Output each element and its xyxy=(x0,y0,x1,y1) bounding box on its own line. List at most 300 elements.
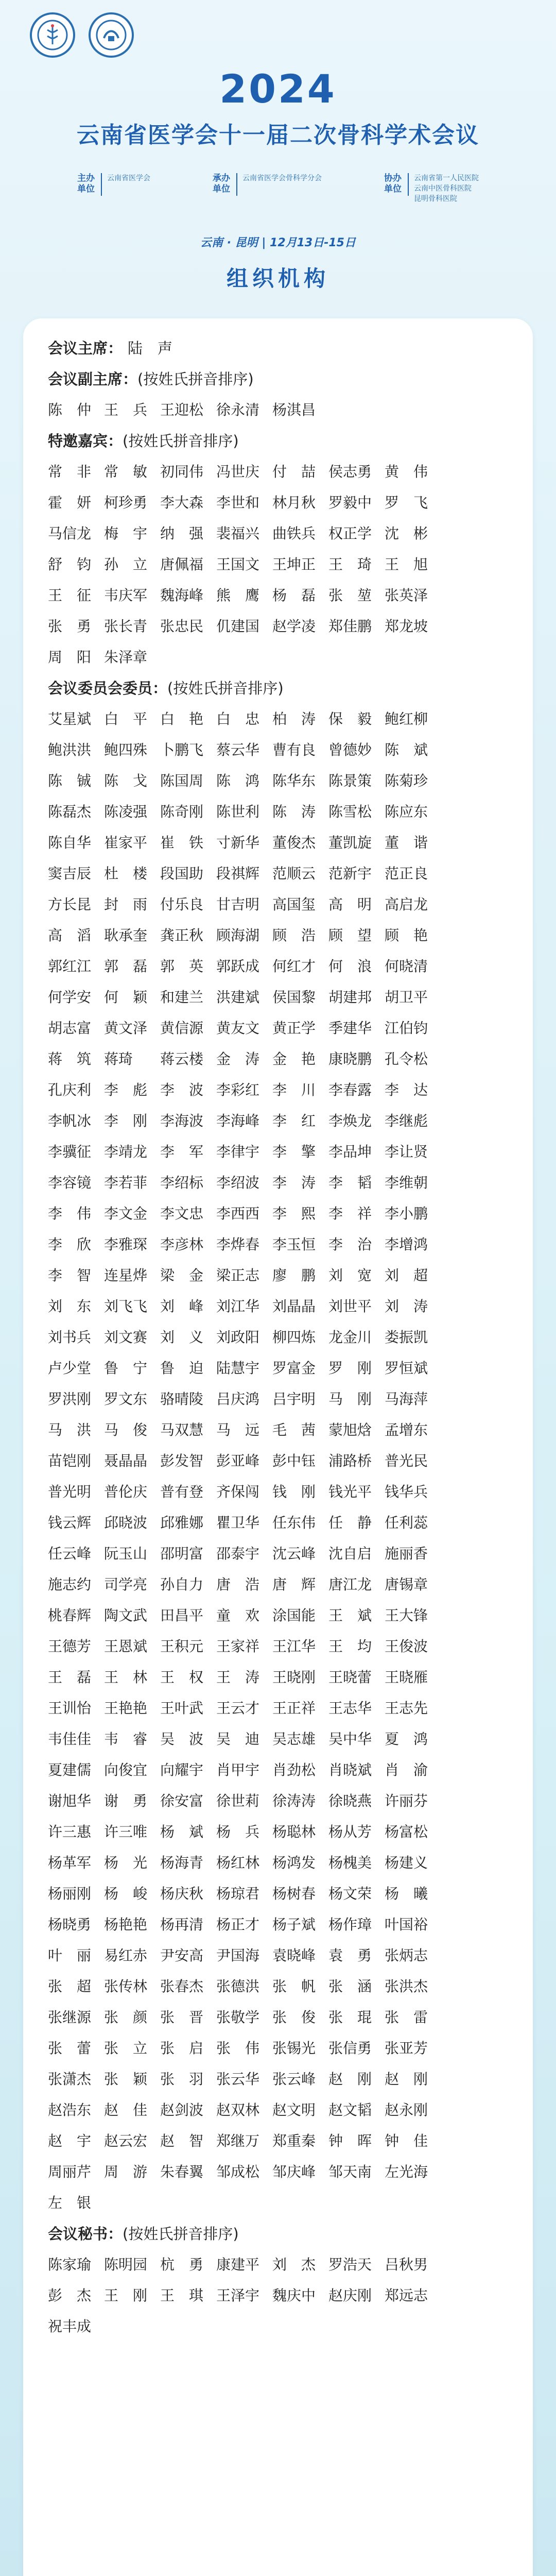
name-row xyxy=(48,950,508,981)
person-name: 黄文泽 xyxy=(104,1020,148,1037)
person-name: 鲁 迫 xyxy=(160,1360,204,1377)
person-name: 祝丰成 xyxy=(48,2318,92,2335)
person-name: 张洪杰 xyxy=(385,1978,428,1995)
person-name: 王德芳 xyxy=(48,1638,92,1655)
person-name: 罗文东 xyxy=(104,1391,148,1408)
person-name: 王艳艳 xyxy=(104,1700,148,1717)
person-name: 李春露 xyxy=(328,1081,372,1098)
person-name: 常 敏 xyxy=(104,463,148,480)
person-name: 张云峰 xyxy=(272,2071,316,2088)
person-name: 顾海湖 xyxy=(216,927,260,944)
person-name: 浦路桥 xyxy=(328,1452,372,1469)
person-name: 王志华 xyxy=(328,1700,372,1717)
person-name: 赵剑波 xyxy=(160,2102,204,2119)
person-name: 肖甲宇 xyxy=(216,1761,260,1778)
person-name: 王 林 xyxy=(104,1669,148,1686)
person-name: 张 立 xyxy=(104,2040,148,2057)
host-unit-label: 主办单位 xyxy=(77,173,95,194)
person-name: 李文忠 xyxy=(160,1205,204,1222)
person-name: 张 晋 xyxy=(160,2009,204,2026)
person-name: 李海波 xyxy=(160,1112,204,1129)
name-row xyxy=(48,394,508,425)
person-name: 王 均 xyxy=(328,1638,372,1655)
vice-chair-list xyxy=(48,394,508,425)
person-name: 王江华 xyxy=(272,1638,316,1655)
person-name: 王晓蕾 xyxy=(328,1669,372,1686)
person-name: 肖晓斌 xyxy=(328,1761,372,1778)
person-name: 张英泽 xyxy=(385,587,428,604)
name-row xyxy=(48,1043,508,1074)
person-name: 付 喆 xyxy=(272,463,316,480)
person-name: 马 洪 xyxy=(48,1421,92,1438)
person-name: 李 韬 xyxy=(328,1174,372,1191)
person-name: 卢少堂 xyxy=(48,1360,92,1377)
person-name: 高国玺 xyxy=(272,896,316,913)
person-name: 任东伟 xyxy=(272,1514,316,1531)
person-name: 郑龙坡 xyxy=(385,618,428,635)
sort-note: (按姓氏拼音排序) xyxy=(137,370,254,388)
person-name: 赵文明 xyxy=(272,2102,316,2119)
chair-name: 陆 声 xyxy=(128,339,173,357)
person-name: 孙自力 xyxy=(160,1576,204,1593)
person-name: 白 忠 xyxy=(216,710,260,727)
person-name: 刘书兵 xyxy=(48,1329,92,1346)
name-row xyxy=(48,1136,508,1166)
person-name: 郑继万 xyxy=(216,2132,260,2149)
person-name: 李让贤 xyxy=(385,1143,428,1160)
sort-note: (按姓氏拼音排序) xyxy=(167,679,284,697)
person-name: 李 擎 xyxy=(272,1143,316,1160)
name-row xyxy=(48,1290,508,1321)
person-name: 李雅琛 xyxy=(104,1236,148,1253)
person-name: 李大森 xyxy=(160,494,204,511)
person-name: 高 明 xyxy=(328,896,372,913)
person-name: 裴福兴 xyxy=(216,525,260,542)
person-name: 周 阳 xyxy=(48,649,92,666)
person-name: 李绍波 xyxy=(216,1174,260,1191)
person-name: 张亚芳 xyxy=(385,2040,428,2057)
person-name: 杨建义 xyxy=(385,1854,428,1871)
person-name: 张忠民 xyxy=(160,618,204,635)
name-row xyxy=(48,1785,508,1816)
event-location-date: 云南 · 昆明 | 12月13日-15日 xyxy=(200,236,356,249)
person-name: 李 治 xyxy=(328,1236,372,1253)
name-row xyxy=(48,1970,508,2001)
person-name: 李骥征 xyxy=(48,1143,92,1160)
person-name: 叶国裕 xyxy=(385,1916,428,1933)
person-name: 康晓鹏 xyxy=(328,1050,372,1067)
person-name: 陶文武 xyxy=(104,1607,148,1624)
person-name: 黄信源 xyxy=(160,1020,204,1037)
person-name: 鲍四殊 xyxy=(104,741,148,758)
person-name: 赵浩东 xyxy=(48,2102,92,2119)
person-name: 董 谐 xyxy=(385,834,428,851)
person-name: 权正学 xyxy=(328,525,372,542)
person-name: 吴 迪 xyxy=(216,1731,260,1748)
person-name: 谢 勇 xyxy=(104,1792,148,1809)
person-name: 顾 望 xyxy=(328,927,372,944)
person-name: 杨聪林 xyxy=(272,1823,316,1840)
person-name: 司学亮 xyxy=(104,1576,148,1593)
person-name: 刘 超 xyxy=(385,1267,428,1284)
person-name: 赵双林 xyxy=(216,2102,260,2119)
vice-chair-heading xyxy=(48,363,508,394)
name-row xyxy=(48,919,508,950)
committee-label: 会议委员会委员： xyxy=(48,679,168,697)
person-name: 马 俊 xyxy=(104,1421,148,1438)
person-name: 徐晓燕 xyxy=(328,1792,372,1809)
person-name: 邹成松 xyxy=(216,2163,260,2180)
person-name: 杨淇昌 xyxy=(272,401,316,418)
person-name: 何学安 xyxy=(48,989,92,1006)
guests-heading xyxy=(48,425,508,455)
person-name: 张春杰 xyxy=(160,1978,204,1995)
person-name: 艾星斌 xyxy=(48,710,92,727)
person-name: 涂国能 xyxy=(272,1607,316,1624)
person-name: 谢旭华 xyxy=(48,1792,92,1809)
person-name: 柯珍勇 xyxy=(104,494,148,511)
name-row xyxy=(48,1754,508,1785)
organizer-units xyxy=(77,173,479,204)
person-name: 陈磊杰 xyxy=(48,803,92,820)
person-name: 杨红林 xyxy=(216,1854,260,1871)
person-name: 孙 立 xyxy=(104,556,148,573)
person-name: 胡建邦 xyxy=(328,989,372,1006)
person-name: 耿承奎 xyxy=(104,927,148,944)
person-name: 杨 兵 xyxy=(216,1823,260,1840)
person-name: 黄 伟 xyxy=(385,463,428,480)
name-row xyxy=(48,486,508,517)
name-row xyxy=(48,2310,508,2341)
person-name: 肖 渝 xyxy=(385,1761,428,1778)
organization-card xyxy=(23,318,533,2576)
person-name: 陈凌强 xyxy=(104,803,148,820)
person-name: 刘 东 xyxy=(48,1298,92,1315)
person-name: 鲍红柳 xyxy=(385,710,428,727)
person-name: 霍 妍 xyxy=(48,494,92,511)
person-name: 蒙旭焓 xyxy=(328,1421,372,1438)
person-name: 李 涛 xyxy=(272,1174,316,1191)
guests-label: 特邀嘉宾： xyxy=(48,432,123,450)
person-name: 蒋琦 xyxy=(104,1050,133,1067)
person-name: 王国文 xyxy=(216,556,260,573)
person-name: 李 川 xyxy=(272,1081,316,1098)
person-name: 向俊宜 xyxy=(104,1761,148,1778)
person-name: 高 滔 xyxy=(48,927,92,944)
name-row xyxy=(48,1476,508,1506)
person-name: 冯世庆 xyxy=(216,463,260,480)
person-name: 杨革军 xyxy=(48,1854,92,1871)
person-name: 周 游 xyxy=(104,2163,148,2180)
person-name: 王泽宇 xyxy=(216,2287,260,2304)
person-name: 李 波 xyxy=(160,1081,204,1098)
person-name: 彭中钰 xyxy=(272,1452,316,1469)
person-name: 任 静 xyxy=(328,1514,372,1531)
person-name: 李西西 xyxy=(216,1205,260,1222)
person-name: 王 权 xyxy=(160,1669,204,1686)
name-row xyxy=(48,1383,508,1414)
person-name: 李 军 xyxy=(160,1143,204,1160)
organizer-unit-value: 云南省医学会骨科学分会 xyxy=(242,174,322,182)
person-name: 李彩红 xyxy=(216,1081,260,1098)
person-name: 马海萍 xyxy=(385,1391,428,1408)
event-year: 2024 xyxy=(219,66,337,112)
person-name: 陈 铖 xyxy=(48,772,92,789)
person-name: 寸新华 xyxy=(216,834,260,851)
person-name: 叶 丽 xyxy=(48,1947,92,1964)
person-name: 杜 楼 xyxy=(104,865,148,882)
divider xyxy=(236,173,237,196)
name-row xyxy=(48,579,508,610)
person-name: 陈华东 xyxy=(272,772,316,789)
person-name: 邱晓波 xyxy=(104,1514,148,1531)
person-name: 吴志雄 xyxy=(272,1731,316,1748)
divider xyxy=(101,173,102,196)
host-unit xyxy=(77,173,150,196)
person-name: 崔 铁 xyxy=(160,834,204,851)
name-row xyxy=(48,734,508,765)
name-row xyxy=(48,795,508,826)
person-name: 陈家瑜 xyxy=(48,2256,92,2273)
person-name: 陈 戈 xyxy=(104,772,148,789)
person-name: 杨海青 xyxy=(160,1854,204,1871)
person-name: 马信龙 xyxy=(48,525,92,542)
person-name: 高启龙 xyxy=(385,896,428,913)
person-name: 任利蕊 xyxy=(385,1514,428,1531)
person-name: 何晓清 xyxy=(385,958,428,975)
person-name: 杨鸿发 xyxy=(272,1854,316,1871)
person-name: 王正祥 xyxy=(272,1700,316,1717)
person-name: 仉建国 xyxy=(216,618,260,635)
person-name: 杨文荣 xyxy=(328,1885,372,1902)
person-name: 赵 智 xyxy=(160,2132,204,2149)
person-name: 白 平 xyxy=(104,710,148,727)
person-name: 纳 强 xyxy=(160,525,204,542)
person-name: 王 琦 xyxy=(328,556,372,573)
name-row xyxy=(48,1537,508,1568)
person-name: 梁正志 xyxy=(216,1267,260,1284)
person-name: 王志先 xyxy=(385,1700,428,1717)
person-name: 郭 磊 xyxy=(104,958,148,975)
person-name: 侯国黎 xyxy=(272,989,316,1006)
person-name: 曲铁兵 xyxy=(272,525,316,542)
person-name: 赵庆刚 xyxy=(328,2287,372,2304)
name-row xyxy=(48,1630,508,1661)
person-name: 李若菲 xyxy=(104,1174,148,1191)
person-name: 范顺云 xyxy=(272,865,316,882)
person-name: 桃春辉 xyxy=(48,1607,92,1624)
person-name: 鲍洪洪 xyxy=(48,741,92,758)
person-name: 王恩斌 xyxy=(104,1638,148,1655)
person-name: 钱云辉 xyxy=(48,1514,92,1531)
secretary-heading xyxy=(48,2217,508,2248)
person-name: 刘 涛 xyxy=(385,1298,428,1315)
person-name: 李海峰 xyxy=(216,1112,260,1129)
person-name: 封 雨 xyxy=(104,896,148,913)
person-name: 李继彪 xyxy=(385,1112,428,1129)
person-name: 朱泽章 xyxy=(104,649,148,666)
person-name: 刘晶晶 xyxy=(272,1298,316,1315)
person-name: 彭发智 xyxy=(160,1452,204,1469)
name-row xyxy=(48,1012,508,1043)
person-name: 田昌平 xyxy=(160,1607,204,1624)
person-name: 舒 钧 xyxy=(48,556,92,573)
person-name: 连星烨 xyxy=(104,1267,148,1284)
person-name: 洪建斌 xyxy=(216,989,260,1006)
person-name: 刘 杰 xyxy=(272,2256,316,2273)
person-name: 杭 勇 xyxy=(160,2256,204,2273)
person-name: 钱 刚 xyxy=(272,1483,316,1500)
person-name: 骆晴陵 xyxy=(160,1391,204,1408)
person-name: 王坤正 xyxy=(272,556,316,573)
person-name: 赵学凌 xyxy=(272,618,316,635)
person-name: 阮玉山 xyxy=(104,1545,148,1562)
person-name: 张 俊 xyxy=(272,2009,316,2026)
person-name: 金 涛 xyxy=(216,1050,260,1067)
person-name: 郑佳鹏 xyxy=(328,618,372,635)
name-row xyxy=(48,826,508,857)
organizer-unit-label: 承办单位 xyxy=(213,173,230,194)
person-name: 童 欢 xyxy=(216,1607,260,1624)
person-name: 陈 仲 xyxy=(48,401,92,418)
person-name: 徐涛涛 xyxy=(272,1792,316,1809)
name-row xyxy=(48,1692,508,1723)
person-name: 顾 浩 xyxy=(272,927,316,944)
person-name: 侯志勇 xyxy=(328,463,372,480)
person-name: 马双慧 xyxy=(160,1421,204,1438)
person-name: 江伯钧 xyxy=(385,1020,428,1037)
person-name: 王大锋 xyxy=(385,1607,428,1624)
person-name: 杨树春 xyxy=(272,1885,316,1902)
person-name: 聂晶晶 xyxy=(104,1452,148,1469)
person-name: 陈雪松 xyxy=(328,803,372,820)
person-name: 段国助 xyxy=(160,865,204,882)
person-name: 任云峰 xyxy=(48,1545,92,1562)
person-name: 董俊杰 xyxy=(272,834,316,851)
person-name: 张炳志 xyxy=(385,1947,428,1964)
person-name: 张 雷 xyxy=(385,2009,428,2026)
person-name: 陈奇刚 xyxy=(160,803,204,820)
person-name: 唐 浩 xyxy=(216,1576,260,1593)
sort-note: (按姓氏拼音排序) xyxy=(123,432,239,450)
person-name: 普光民 xyxy=(385,1452,428,1469)
person-name: 李 欣 xyxy=(48,1236,92,1253)
person-name: 常 非 xyxy=(48,463,92,480)
person-name: 林月秋 xyxy=(272,494,316,511)
person-name: 夏 鸿 xyxy=(385,1731,428,1748)
person-name: 卜鹏飞 xyxy=(160,741,204,758)
person-name: 徐永清 xyxy=(216,401,260,418)
committee-list xyxy=(48,703,508,2217)
person-name: 梁 金 xyxy=(160,1267,204,1284)
person-name: 柳四炼 xyxy=(272,1329,316,1346)
person-name: 王训怡 xyxy=(48,1700,92,1717)
person-name: 李 达 xyxy=(385,1081,428,1098)
person-name: 肖劲松 xyxy=(272,1761,316,1778)
person-name: 韦 睿 xyxy=(104,1731,148,1748)
person-name: 郭 英 xyxy=(160,958,204,975)
name-row xyxy=(48,1228,508,1259)
co-organizer-unit-label: 协办单位 xyxy=(384,173,402,194)
person-name: 罗洪刚 xyxy=(48,1391,92,1408)
person-name: 董凯旋 xyxy=(328,834,372,851)
person-name: 唐 辉 xyxy=(272,1576,316,1593)
person-name: 王云才 xyxy=(216,1700,260,1717)
person-name: 普有登 xyxy=(160,1483,204,1500)
person-name: 张 勇 xyxy=(48,618,92,635)
person-name: 李 祥 xyxy=(328,1205,372,1222)
person-name: 和建兰 xyxy=(160,989,204,1006)
person-name: 李绍标 xyxy=(160,1174,204,1191)
host-unit-value: 云南省医学会 xyxy=(107,174,150,182)
person-name: 李世和 xyxy=(216,494,260,511)
person-name: 杨琼君 xyxy=(216,1885,260,1902)
person-name: 顾 艳 xyxy=(385,927,428,944)
name-row xyxy=(48,2187,508,2217)
person-name: 陈应东 xyxy=(385,803,428,820)
committee-heading xyxy=(48,672,508,703)
person-name: 张长青 xyxy=(104,618,148,635)
person-name: 唐江龙 xyxy=(328,1576,372,1593)
name-row xyxy=(48,2063,508,2094)
section-title: 组织机构 xyxy=(226,266,329,291)
person-name: 沈自启 xyxy=(328,1545,372,1562)
person-name: 李小鹏 xyxy=(385,1205,428,1222)
person-name: 杨正才 xyxy=(216,1916,260,1933)
name-row xyxy=(48,1939,508,1970)
name-row xyxy=(48,1568,508,1599)
person-name: 刘世平 xyxy=(328,1298,372,1315)
person-name: 沈 彬 xyxy=(385,525,428,542)
name-row xyxy=(48,1723,508,1754)
name-row xyxy=(48,1197,508,1228)
person-name: 杨槐美 xyxy=(328,1854,372,1871)
person-name: 罗浩天 xyxy=(328,2256,372,2273)
person-name: 杨 磊 xyxy=(272,587,316,604)
person-name: 陈自华 xyxy=(48,834,92,851)
person-name: 初同伟 xyxy=(160,463,204,480)
person-name: 杨从芳 xyxy=(328,1823,372,1840)
person-name: 陈 鸿 xyxy=(216,772,260,789)
person-name: 陆慧宇 xyxy=(216,1360,260,1377)
person-name: 左 银 xyxy=(48,2194,92,2211)
name-row xyxy=(48,1105,508,1136)
person-name: 罗恒斌 xyxy=(385,1360,428,1377)
person-name: 罗毅中 xyxy=(328,494,372,511)
person-name: 罗 飞 xyxy=(385,494,428,511)
name-row xyxy=(48,703,508,734)
person-name: 邵泰宇 xyxy=(216,1545,260,1562)
person-name: 齐保闯 xyxy=(216,1483,260,1500)
person-name: 陈 涛 xyxy=(272,803,316,820)
person-name: 郑远志 xyxy=(385,2287,428,2304)
person-name: 蒋云楼 xyxy=(160,1050,204,1067)
person-name: 陈景策 xyxy=(328,772,372,789)
person-name: 刘 义 xyxy=(160,1329,204,1346)
person-name: 范新宇 xyxy=(328,865,372,882)
person-name: 张 启 xyxy=(160,2040,204,2057)
secretary-list xyxy=(48,2248,508,2341)
chair-label: 会议主席： xyxy=(48,339,123,357)
person-name: 王 旭 xyxy=(385,556,428,573)
secretary-label: 会议秘书： xyxy=(48,2225,123,2243)
person-name: 孔令松 xyxy=(385,1050,428,1067)
person-name: 杨富松 xyxy=(385,1823,428,1840)
person-name: 付乐良 xyxy=(160,896,204,913)
person-name: 魏海峰 xyxy=(160,587,204,604)
name-row xyxy=(48,1166,508,1197)
name-row xyxy=(48,2032,508,2063)
